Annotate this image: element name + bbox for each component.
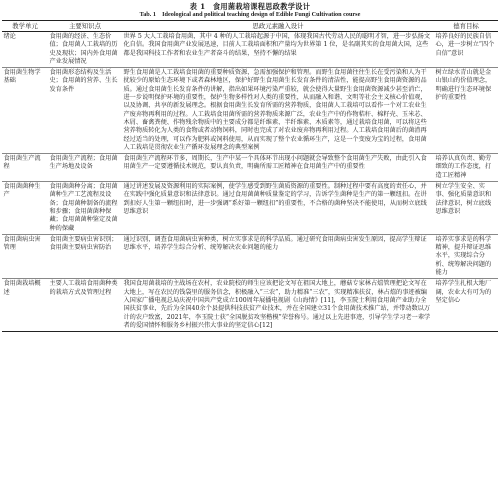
cell-points: 食用菌生产流程；食用菌生产场地及设备 [48,154,122,182]
cell-unit: 食用菌生物学基础 [2,68,48,154]
cell-goal: 培养良好的民族自信心，进一步树立“四个自信”意识 [435,33,495,57]
table-row [2,32,498,68]
cell-points: 食用菌的经济、生态价值；食用菌人工栽培的历史及现状；国内外食用菌产业发展情况 [49,33,118,65]
cell-unit: 食用菌菌种生产 [2,182,48,235]
cell-points: 食用菌菌种分离；食用菌菌种生产工艺流程及设备；食用菌种制备的流程和步骤；食用菌菌种保藏；食用菌菌种鉴定及菌种的保藏 [48,182,122,235]
header-goal: 德育目标 [434,21,498,32]
cell-design: 我国食用菌栽培的主战场在农村，农业院校的师生应该把论文写在祖国大地上，蘑菇专家林占熺管理把论文写在大地上，写在农民的钱袋里的服务信念，积极融入“三农”，助力精准“三农”，实现精准扶贫，林占熺的事迹被编入国家广播电视总局庆祝中国共产党成立100周年展播电视剧《山海情》[11]，李玉院士利用食用菌产业助力全国扶贫事业，先后为全国40余个县提供科技扶贫产业技术，并在全国建立31个食用菌技术推广站，并带动数以万计的农户致富，2021年，李玉院士获“全国脱贫攻坚楷模”荣誉称号。通过以上先进事迹，引导学生学习老一辈学者的爱国情怀和服务乡村振兴伟大事业的坚定信心[12] [122,279,434,332]
cell-goal: 树立绿水青山就是金山银山的价值理念，明确进行生态环境保护的重要性 [434,68,498,154]
teaching-design-table [2,20,498,332]
cell-points: 食用菌形态结构及生活史；食用菌的营养、生长发育条件 [48,68,122,154]
table-caption-en: Tab. 1 Ideological and political teaching design of Edible Fungi Cultivation course [139,11,361,18]
table-row [2,234,498,278]
cell-design: 通过识别，调查食用菌病虫害种类，树立实事求是的科学品质。通过研究食用菌病虫害发生原因，提高学生辩证思维水平，培养学生综合分析、统筹解决农业问题的能力 [122,234,434,278]
cell-goal: 培养实事求是的科学精神，提升辩证思维水平，实现综合分析、统筹解决问题的能力 [434,234,498,278]
cell-unit: 食用菌病虫害管理 [2,234,48,278]
cell-goal: 树立学生安全、实事、强化质量意识和法律意识，树立底线思维意识 [434,182,498,235]
table-row [2,154,498,182]
cell-goal: 培养学生扎根大地厂阔，农业大有可为的坚定信心 [434,279,498,332]
cell-design: 野生食用菌是人工栽培食用菌的重要种质资源，急需加强保护和管理。而野生食用菌往往生长在受污染和人为干扰较少的原始生态环境下或者森林地区，保护好野生食用菌生长发育条件的清洁性，能提高野生食用菌资源的品质。通过食用菌生长发育条件的讲解，指出如果环境污染严重较，就会使得大量野生食用菌资源减少甚至消亡，进一步说明保护环境的重要性，保护生物多样性对人类的重要性，从而融入和谐、文明等社会主义核心价值观，以及协调、共享的新发展理念。根据食用菌生长发育所需的营养物质，食用菌人工栽培可以看作一个对工农业生产废弃物再利用的过程。人工栽培食用菌所需的营养物质来源广泛，农业生产中的作物秸秆、棉籽壳、玉米芯、木屑、畜禽粪便、作物残余物质中的主要成分都是纤维素、半纤维素、木质素等，通过栽培食用菌，可以将这些营养物质转化为人类的食物或者动物饲料，同时也完成了对农业废弃物再利用过程。人工栽培食用菌后的菌渣再经过适当的处理，可以作为肥料或饲料使用，从而实现了整个农业循环生产，这是一个变废为宝的过程，食用菌人工栽培是贯彻农业生产循环发展理念的典型案例 [122,68,434,154]
table-row [2,68,498,154]
cell-design: 通过讲述发展及资源利用的实际案例，使学生感受到野生菌质资源的重要性。制种过程中要有高度的责任心，并在实践中强化质量意识和法律意识。通过食用菌菌种质量鉴定的学习，告诉学生菌种是生产的第一颗纽扣。在讲到扣好人生第一颗纽扣时，进一步强调“系好第一颗纽扣”的重要性，不合格的菌种坚决不能使用，从而树立底线思维意识 [122,182,434,235]
header-points: 主要知识点 [48,21,122,32]
cell-points: 主要人工栽培食用菌种类的栽培方式及管理过程 [48,279,122,332]
table-caption-cn: 表 1 食用菌栽培课程思政教学设计 [189,2,311,11]
table-header-row [2,21,498,32]
cell-unit: 食用菌栽培概述 [2,279,48,332]
cell-design: 食用菌生产流程环节多，周期长，生产中某一个具体环节出现小问题就会导致整个食用菌生产失败，由此引入食用菌生产一定要遵循技术规范，要认真负责，明确所需工匠精神在食用菌生产中的重要性 [122,154,434,182]
cell-goal: 培养认真负责、勤劳细致的工作态度，打造工匠精神 [434,154,498,182]
cell-unit: 食用菌生产流程 [2,154,48,182]
cell-unit: 绪论 [3,33,16,40]
header-design: 思政元素融入设计 [122,21,434,32]
table-row [2,182,498,235]
cell-design: 世界 5 大人工栽培食用菌，其中 4 种的人工栽培起源于中国，体现我国古代劳动人民的聪明才智，进一步弘扬文化自信。我国食用菌产业发展迅速，目前人工栽培面积和产量均为世界第 1 位，是名副其实的食用菌大国，这些都是我国科技工作者和农业生产者奋斗的结果，坚持不懈的结果 [123,33,431,57]
header-unit: 教学单元 [2,21,48,32]
table-row [2,279,498,332]
cell-points: 食用菌主要病虫害识别；食用菌主要病虫害防治 [48,234,122,278]
